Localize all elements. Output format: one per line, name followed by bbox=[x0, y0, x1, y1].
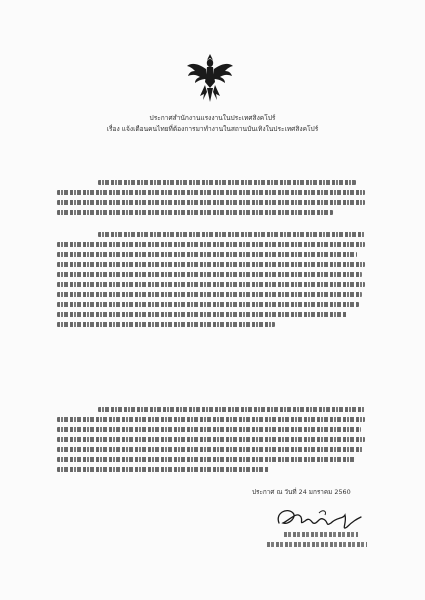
announcement-date: ประกาศ ณ วันที่ 24 มกราคม 2560 bbox=[252, 488, 351, 496]
header-subject: เรื่อง แจ้งเตือนคนไทยที่ต้องการมาทำงานในสถานบันเทิงในประเทศสิงคโปร์ bbox=[106, 125, 319, 133]
garuda-emblem-icon bbox=[185, 52, 235, 104]
header-organization: ประกาศสำนักงานแรงงานในประเทศสิงคโปร์ bbox=[149, 114, 276, 122]
signatory-name bbox=[284, 532, 358, 537]
signatory-position bbox=[267, 542, 367, 547]
handwritten-signature bbox=[273, 503, 365, 535]
